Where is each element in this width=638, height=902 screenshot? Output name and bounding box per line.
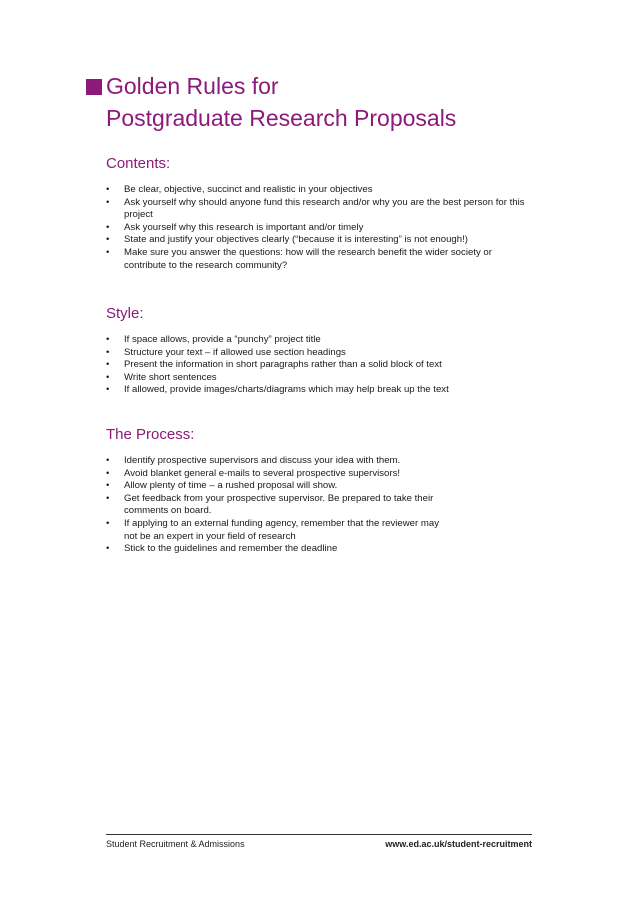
- list-item: [106, 455, 451, 468]
- contents-section: [106, 154, 526, 272]
- list-item-text: State and justify your objectives clearly (“because it is interesting” is not enough!): [124, 234, 468, 246]
- bullet-icon: •: [106, 334, 110, 345]
- title-line-1: Golden Rules for: [106, 73, 279, 99]
- list-item: [106, 222, 526, 235]
- bullet-icon: •: [106, 196, 110, 208]
- list-item: [106, 347, 526, 360]
- list-item-text: Be clear, objective, succinct and realistic in your objectives: [124, 184, 373, 195]
- title-line-2: Postgraduate Research Proposals: [106, 105, 457, 131]
- list-item-text: Stick to the guidelines and remember the deadline: [124, 543, 338, 555]
- list-item-text: If allowed, provide images/charts/diagrams which may help break up the text: [124, 384, 449, 396]
- style-section: [106, 304, 526, 397]
- list-item-text: Ask yourself why should anyone fund this research and/or why you are the best person for this project: [124, 196, 525, 221]
- list-item-text: Write short sentences: [124, 371, 217, 383]
- list-item: [106, 493, 451, 518]
- bullet-icon: •: [106, 455, 110, 466]
- process-heading: The Process:: [106, 426, 195, 443]
- list-item: [106, 184, 526, 197]
- bullet-icon: •: [106, 246, 110, 258]
- list-item-text: Get feedback from your prospective supervisor. Be prepared to take their comments on board.: [124, 492, 434, 517]
- bullet-icon: •: [106, 467, 110, 479]
- process-list: [106, 455, 451, 556]
- list-item-text: Structure your text – if allowed use section headings: [124, 346, 346, 358]
- bullet-icon: •: [106, 221, 110, 233]
- list-item-text: If applying to an external funding agency, remember that the reviewer may not be an expert in your field of research: [124, 517, 439, 542]
- process-section: [106, 425, 526, 556]
- bullet-icon: •: [106, 359, 110, 371]
- style-heading: Style:: [106, 305, 144, 322]
- bullet-icon: •: [106, 517, 110, 529]
- list-item: [106, 384, 526, 397]
- list-item-text: Present the information in short paragraphs rather than a solid block of text: [124, 359, 442, 371]
- bullet-icon: •: [106, 184, 110, 195]
- list-item: [106, 359, 526, 372]
- contents-heading: Contents:: [106, 155, 171, 172]
- list-item-text: Allow plenty of time – a rushed proposal will show.: [124, 480, 338, 492]
- list-item: [106, 518, 451, 543]
- bullet-icon: •: [106, 346, 110, 358]
- footer-divider: [106, 834, 532, 835]
- list-item-text: If space allows, provide a “punchy” project title: [124, 334, 321, 345]
- list-item: [106, 543, 451, 556]
- bullet-icon: •: [106, 384, 110, 396]
- list-item-text: Ask yourself why this research is important and/or timely: [124, 221, 364, 233]
- list-item: [106, 234, 526, 247]
- style-list: [106, 334, 526, 397]
- bullet-icon: •: [106, 234, 110, 246]
- footer-url-link[interactable]: www.ed.ac.uk/student-recruitment: [385, 839, 532, 849]
- list-item: [106, 480, 451, 493]
- list-item: [106, 334, 526, 347]
- title-square-icon: [86, 79, 102, 95]
- list-item: [106, 372, 526, 385]
- list-item: [106, 468, 451, 481]
- bullet-icon: •: [106, 543, 110, 555]
- bullet-icon: •: [106, 492, 110, 504]
- list-item-text: Make sure you answer the questions: how will the research benefit the wider society or contribute to the research community?: [124, 246, 492, 271]
- list-item: [106, 247, 526, 272]
- list-item-text: Avoid blanket general e-mails to several prospective supervisors!: [124, 467, 401, 479]
- bullet-icon: •: [106, 371, 110, 383]
- contents-list: [106, 184, 526, 272]
- bullet-icon: •: [106, 480, 110, 492]
- footer-department: Student Recruitment & Admissions: [106, 839, 245, 849]
- list-item: [106, 197, 526, 222]
- list-item-text: Identify prospective supervisors and discuss your idea with them.: [124, 455, 401, 466]
